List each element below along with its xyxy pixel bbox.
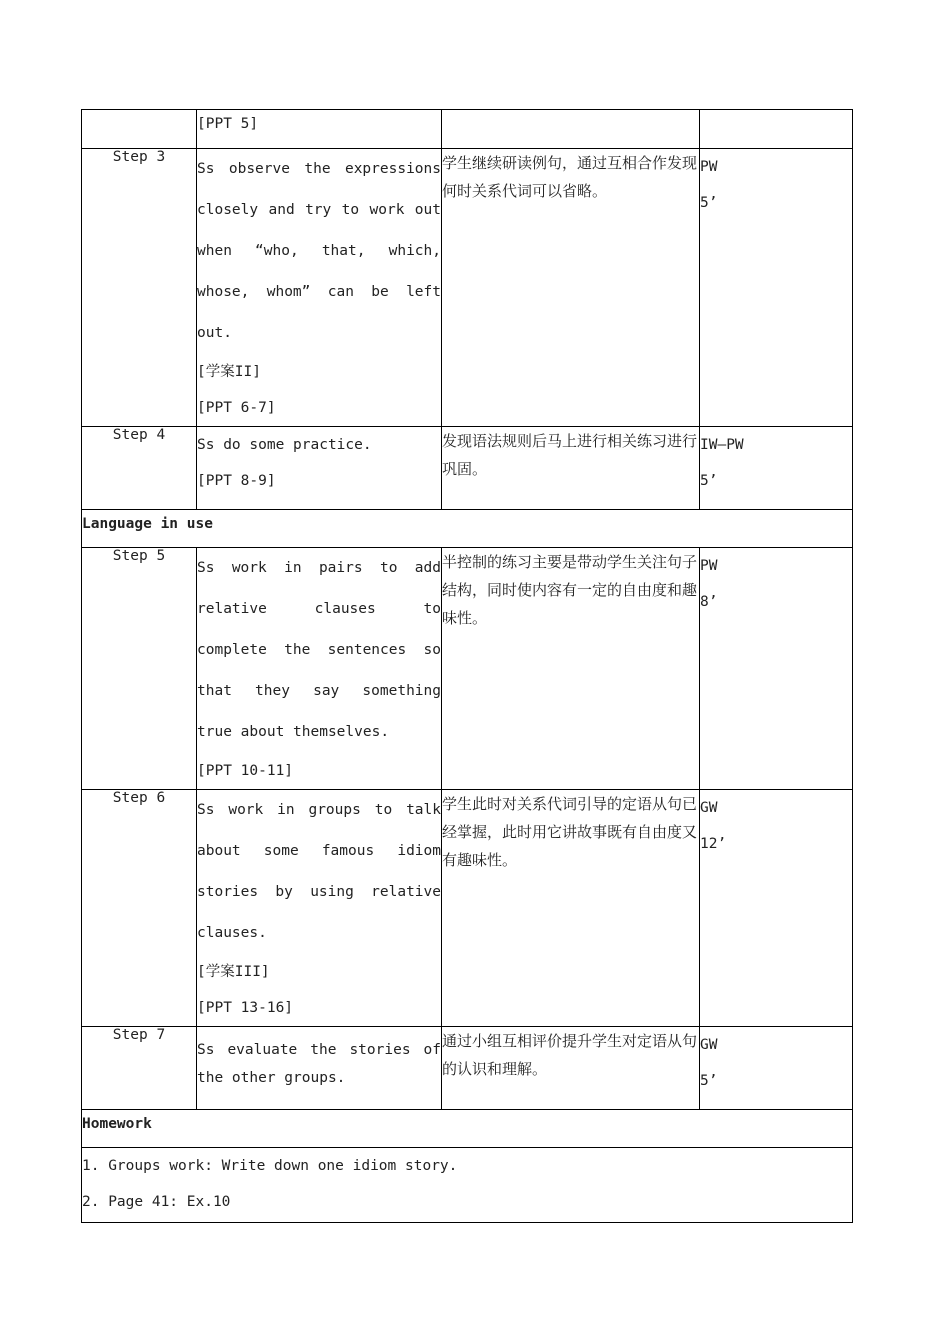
section-row [82, 1110, 853, 1148]
homework-item: 2. Page 41: Ex.10 [82, 1194, 231, 1210]
activity-ref: [PPT 5] [197, 116, 259, 132]
table-row [82, 790, 853, 1027]
table-row [82, 1148, 853, 1223]
work-mode: PW [700, 159, 718, 175]
mode-cell [700, 1027, 853, 1110]
homework-item: 1. Groups work: Write down one idiom story. [82, 1158, 458, 1174]
table-row [82, 1027, 853, 1110]
mode-cell [700, 149, 853, 427]
work-mode: GW [700, 1037, 718, 1053]
activity-text: Ss work in groups to talk about some famous idiom stories by using relative clauses. [197, 802, 441, 941]
homework-cell [82, 1148, 853, 1223]
purpose-text: 学生继续研读例句，通过互相合作发现何时关系代词可以省略。 [442, 149, 700, 427]
activity-text: Ss work in pairs to add relative clauses to complete the sentences so that they say something true about themselves. [197, 560, 441, 740]
activity-ref: [PPT 6-7] [197, 400, 276, 416]
step-label: Step 3 [82, 149, 197, 427]
work-mode: IW—PW [700, 437, 744, 453]
activity-ref: [学案II] [197, 364, 261, 380]
time-allotted: 5’ [700, 473, 718, 489]
time-allotted: 12’ [700, 836, 727, 852]
mode-cell [700, 548, 853, 790]
table-row [82, 427, 853, 510]
mode-cell [700, 427, 853, 510]
step-label: Step 7 [82, 1027, 197, 1110]
work-mode: PW [700, 558, 718, 574]
activity-ref: [PPT 8-9] [197, 473, 276, 489]
activity-ref: [学案III] [197, 964, 270, 980]
activity-cell [197, 149, 442, 427]
table-row [82, 149, 853, 427]
activity-ref: [PPT 13-16] [197, 1000, 294, 1016]
section-row [82, 510, 853, 548]
activity-text: Ss evaluate the stories of the other groups. [197, 1042, 441, 1086]
purpose-text: 半控制的练习主要是带动学生关注句子结构，同时使内容有一定的自由度和趣味性。 [442, 548, 700, 790]
time-allotted: 5’ [700, 1073, 718, 1089]
purpose-text: 发现语法规则后马上进行相关练习进行巩固。 [442, 427, 700, 510]
activity-text: Ss do some practice. [197, 437, 372, 453]
mode-cell [700, 790, 853, 1027]
step-label: Step 4 [82, 427, 197, 510]
step-label: Step 5 [82, 548, 197, 790]
lesson-plan-table [81, 109, 853, 1223]
activity-cell [197, 427, 442, 510]
section-heading: Homework [82, 1110, 853, 1148]
section-heading: Language in use [82, 510, 853, 548]
time-allotted: 5’ [700, 195, 718, 211]
purpose-text: 学生此时对关系代词引导的定语从句已经掌握，此时用它讲故事既有自由度又有趣味性。 [442, 790, 700, 1027]
time-allotted: 8’ [700, 594, 718, 610]
table-row [82, 110, 853, 149]
activity-text: Ss observe the expressions closely and try to work out when “who, that, which, whose, whom” can be left out. [197, 161, 441, 341]
step-label: Step 6 [82, 790, 197, 1027]
purpose-text: 通过小组互相评价提升学生对定语从句的认识和理解。 [442, 1027, 700, 1110]
activity-cell [197, 1027, 442, 1110]
table-row [82, 548, 853, 790]
activity-cell [197, 548, 442, 790]
activity-ref: [PPT 10-11] [197, 763, 294, 779]
activity-cell [197, 790, 442, 1027]
work-mode: GW [700, 800, 718, 816]
